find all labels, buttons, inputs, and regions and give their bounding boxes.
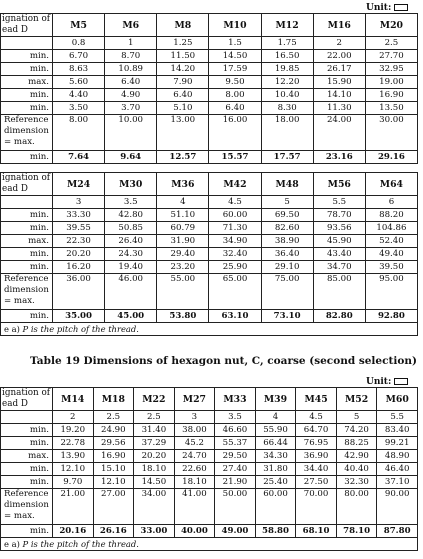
value-cell: 93.56	[313, 222, 365, 235]
reference-line: = max.	[4, 511, 35, 521]
unit-label	[366, 3, 408, 13]
table-body	[1, 14, 418, 164]
designation-line: ignation of	[2, 173, 51, 183]
table-row	[1, 222, 418, 235]
value-cell: 55.00	[157, 274, 209, 310]
value-cell: 9.64	[105, 151, 157, 164]
value-cell: 4	[255, 411, 296, 424]
table-row	[1, 76, 418, 89]
row-label	[1, 37, 53, 50]
value-cell: 50.85	[105, 222, 157, 235]
note-row	[1, 323, 418, 336]
value-cell: 22.60	[174, 463, 215, 476]
value-cell: 49.40	[365, 248, 417, 261]
thread-size-cell: M20	[365, 14, 417, 37]
value-cell: 20.20	[53, 248, 105, 261]
value-cell: 60.79	[157, 222, 209, 235]
value-cell: 1.25	[157, 37, 209, 50]
value-cell: 5.10	[157, 102, 209, 115]
thread-size-cell: M8	[157, 14, 209, 37]
table-row	[1, 89, 418, 102]
table-row	[1, 463, 418, 476]
value-cell: 13.90	[53, 450, 94, 463]
value-cell: 22.78	[53, 437, 94, 450]
value-cell: 20.16	[53, 525, 94, 538]
value-cell: 4.40	[53, 89, 105, 102]
footnote-marker: e a)	[4, 323, 23, 334]
value-cell: 24.00	[313, 115, 365, 151]
value-cell: 2	[313, 37, 365, 50]
value-cell: 6.40	[105, 76, 157, 89]
value-cell: 29.10	[261, 261, 313, 274]
value-cell: 39.55	[53, 222, 105, 235]
value-cell: 5.5	[313, 196, 365, 209]
thread-size-cell: M30	[105, 173, 157, 196]
value-cell: 63.10	[209, 310, 261, 323]
value-cell: 1	[105, 37, 157, 50]
value-cell: 22.30	[53, 235, 105, 248]
thread-size-cell: M14	[53, 388, 94, 411]
row-label: min.	[1, 102, 53, 115]
table-row	[1, 209, 418, 222]
value-cell: 3.70	[105, 102, 157, 115]
header-row	[1, 173, 418, 196]
value-cell: 12.20	[261, 76, 313, 89]
thread-size-cell: M10	[209, 14, 261, 37]
designation-header	[1, 388, 53, 411]
value-cell: 85.00	[313, 274, 365, 310]
value-cell: 7.64	[53, 151, 105, 164]
table-row	[1, 37, 418, 50]
table-row	[1, 437, 418, 450]
value-cell: 3.50	[53, 102, 105, 115]
table-row	[1, 476, 418, 489]
value-cell: 29.56	[93, 437, 134, 450]
value-cell: 10.40	[261, 89, 313, 102]
value-cell: 1.5	[209, 37, 261, 50]
value-cell: 8.00	[53, 115, 105, 151]
value-cell: 55.37	[215, 437, 256, 450]
value-cell: 14.50	[134, 476, 175, 489]
designation-line: ignation of	[2, 388, 51, 398]
value-cell: 29.50	[215, 450, 256, 463]
thread-size-cell: M36	[157, 173, 209, 196]
row-label: min.	[1, 89, 53, 102]
value-cell: 76.95	[296, 437, 337, 450]
value-cell: 5	[261, 196, 313, 209]
value-cell: 16.90	[93, 450, 134, 463]
value-cell: 40.00	[174, 525, 215, 538]
value-cell: 4.5	[296, 411, 337, 424]
row-label: min.	[1, 476, 53, 489]
thread-size-cell: M22	[134, 388, 175, 411]
value-cell: 8.30	[261, 102, 313, 115]
value-cell: 27.00	[93, 489, 134, 525]
thread-size-cell: M6	[105, 14, 157, 37]
value-cell: 2	[53, 411, 94, 424]
reference-dimension-label	[1, 489, 53, 525]
footnote-cell	[1, 323, 418, 336]
row-label: min.	[1, 50, 53, 63]
value-cell: 15.90	[313, 76, 365, 89]
value-cell: 3.5	[105, 196, 157, 209]
value-cell: 80.00	[336, 489, 377, 525]
value-cell: 23.16	[313, 151, 365, 164]
nut-table-third	[0, 387, 418, 551]
value-cell: 82.60	[261, 222, 313, 235]
value-cell: 8.63	[53, 63, 105, 76]
value-cell: 10.89	[105, 63, 157, 76]
value-cell: 14.20	[157, 63, 209, 76]
table-row	[1, 248, 418, 261]
table-row	[1, 489, 418, 525]
value-cell: 4	[157, 196, 209, 209]
value-cell: 53.80	[157, 310, 209, 323]
value-cell: 16.20	[53, 261, 105, 274]
unit-label-2	[366, 377, 408, 387]
row-label	[1, 196, 53, 209]
value-cell: 35.00	[53, 310, 105, 323]
header-row	[1, 388, 418, 411]
table-row	[1, 411, 418, 424]
value-cell: 29.16	[365, 151, 417, 164]
note-row	[1, 538, 418, 551]
value-cell: 24.90	[93, 424, 134, 437]
value-cell: 26.17	[313, 63, 365, 76]
value-cell: 90.00	[377, 489, 418, 525]
value-cell: 18.00	[261, 115, 313, 151]
row-label: min.	[1, 261, 53, 274]
value-cell: 18.10	[174, 476, 215, 489]
value-cell: 69.50	[261, 209, 313, 222]
table-row	[1, 196, 418, 209]
value-cell: 6.70	[53, 50, 105, 63]
value-cell: 2.5	[365, 37, 417, 50]
value-cell: 25.40	[255, 476, 296, 489]
row-label: min.	[1, 63, 53, 76]
value-cell: 60.00	[209, 209, 261, 222]
value-cell: 5.60	[53, 76, 105, 89]
row-label: min.	[1, 463, 53, 476]
reference-dimension-label	[1, 115, 53, 151]
value-cell: 17.59	[209, 63, 261, 76]
value-cell: 52.40	[365, 235, 417, 248]
value-cell: 3	[53, 196, 105, 209]
designation-line: ead D	[2, 184, 28, 194]
value-cell: 34.30	[255, 450, 296, 463]
value-cell: 23.20	[157, 261, 209, 274]
value-cell: 21.00	[53, 489, 94, 525]
table-row	[1, 235, 418, 248]
reference-line: Reference	[4, 489, 49, 499]
thread-size-cell: M52	[336, 388, 377, 411]
value-cell: 83.40	[377, 424, 418, 437]
reference-line: Reference	[4, 274, 49, 284]
value-cell: 5	[336, 411, 377, 424]
value-cell: 34.40	[296, 463, 337, 476]
value-cell: 51.10	[157, 209, 209, 222]
table-body	[1, 173, 418, 336]
row-label: min.	[1, 248, 53, 261]
value-cell: 60.00	[255, 489, 296, 525]
table-row	[1, 424, 418, 437]
thread-size-cell: M60	[377, 388, 418, 411]
value-cell: 12.57	[157, 151, 209, 164]
table-row	[1, 450, 418, 463]
value-cell: 32.40	[209, 248, 261, 261]
value-cell: 11.30	[313, 102, 365, 115]
table-row	[1, 102, 418, 115]
value-cell: 16.90	[365, 89, 417, 102]
value-cell: 58.80	[255, 525, 296, 538]
value-cell: 2.5	[93, 411, 134, 424]
thread-size-cell: M18	[93, 388, 134, 411]
value-cell: 24.70	[174, 450, 215, 463]
reference-line: = max.	[4, 137, 35, 147]
value-cell: 45.2	[174, 437, 215, 450]
value-cell: 19.40	[105, 261, 157, 274]
value-cell: 30.00	[365, 115, 417, 151]
thread-size-cell: M12	[261, 14, 313, 37]
value-cell: 36.40	[261, 248, 313, 261]
value-cell: 70.00	[296, 489, 337, 525]
value-cell: 36.00	[53, 274, 105, 310]
value-cell: 5.5	[377, 411, 418, 424]
unit-text: Unit:	[366, 3, 392, 13]
value-cell: 3	[174, 411, 215, 424]
row-label: min.	[1, 437, 53, 450]
value-cell: 0.8	[53, 37, 105, 50]
row-label: min.	[1, 209, 53, 222]
value-cell: 68.10	[296, 525, 337, 538]
value-cell: 25.90	[209, 261, 261, 274]
value-cell: 48.90	[377, 450, 418, 463]
row-label: min.	[1, 424, 53, 437]
thread-size-cell: M27	[174, 388, 215, 411]
value-cell: 33.00	[134, 525, 175, 538]
value-cell: 92.80	[365, 310, 417, 323]
value-cell: 13.00	[157, 115, 209, 151]
value-cell: 78.70	[313, 209, 365, 222]
value-cell: 6	[365, 196, 417, 209]
header-row	[1, 14, 418, 37]
value-cell: 42.90	[336, 450, 377, 463]
value-cell: 45.90	[313, 235, 365, 248]
value-cell: 74.20	[336, 424, 377, 437]
value-cell: 38.00	[174, 424, 215, 437]
table-row	[1, 115, 418, 151]
value-cell: 95.00	[365, 274, 417, 310]
thread-size-cell: M45	[296, 388, 337, 411]
value-cell: 1.75	[261, 37, 313, 50]
value-cell: 29.40	[157, 248, 209, 261]
designation-line: ead D	[2, 399, 28, 409]
value-cell: 104.86	[365, 222, 417, 235]
value-cell: 40.40	[336, 463, 377, 476]
designation-line: ead D	[2, 25, 28, 35]
value-cell: 50.00	[215, 489, 256, 525]
table-row	[1, 151, 418, 164]
value-cell: 55.90	[255, 424, 296, 437]
value-cell: 39.50	[365, 261, 417, 274]
value-cell: 66.44	[255, 437, 296, 450]
value-cell: 19.00	[365, 76, 417, 89]
value-cell: 19.20	[53, 424, 94, 437]
reference-line: = max.	[4, 296, 35, 306]
value-cell: 45.00	[105, 310, 157, 323]
designation-header	[1, 14, 53, 37]
thread-size-cell: M39	[255, 388, 296, 411]
thread-size-cell: M56	[313, 173, 365, 196]
thread-size-cell: M48	[261, 173, 313, 196]
value-cell: 46.40	[377, 463, 418, 476]
value-cell: 88.25	[336, 437, 377, 450]
value-cell: 65.00	[209, 274, 261, 310]
reference-line: dimension	[4, 285, 49, 295]
value-cell: 18.10	[134, 463, 175, 476]
thread-size-cell: M16	[313, 14, 365, 37]
value-cell: 46.00	[105, 274, 157, 310]
value-cell: 73.10	[261, 310, 313, 323]
value-cell: 31.40	[134, 424, 175, 437]
value-cell: 42.80	[105, 209, 157, 222]
value-cell: 14.10	[313, 89, 365, 102]
value-cell: 31.80	[255, 463, 296, 476]
value-cell: 2.5	[134, 411, 175, 424]
value-cell: 15.57	[209, 151, 261, 164]
designation-header	[1, 173, 53, 196]
value-cell: 43.40	[313, 248, 365, 261]
value-cell: 6.40	[209, 102, 261, 115]
footnote-text: P is the pitch of the thread.	[22, 323, 139, 334]
thread-size-cell: M33	[215, 388, 256, 411]
row-label: max.	[1, 76, 53, 89]
footnote-cell	[1, 538, 418, 551]
nut-table-second	[0, 172, 418, 336]
value-cell: 71.30	[209, 222, 261, 235]
value-cell: 4.90	[105, 89, 157, 102]
reference-dimension-label	[1, 274, 53, 310]
reference-line: dimension	[4, 500, 49, 510]
value-cell: 8.00	[209, 89, 261, 102]
value-cell: 12.10	[93, 476, 134, 489]
footnote-text: P is the pitch of the thread.	[22, 538, 139, 549]
thread-size-cell: M24	[53, 173, 105, 196]
value-cell: 64.70	[296, 424, 337, 437]
value-cell: 33.30	[53, 209, 105, 222]
footnote-marker: e a)	[4, 538, 23, 549]
value-cell: 26.16	[93, 525, 134, 538]
value-cell: 27.70	[365, 50, 417, 63]
value-cell: 10.00	[105, 115, 157, 151]
unit-text: Unit:	[366, 377, 392, 387]
unit-icon	[394, 378, 408, 385]
value-cell: 11.50	[157, 50, 209, 63]
reference-line: Reference	[4, 115, 49, 125]
value-cell: 34.00	[134, 489, 175, 525]
thread-size-cell: M5	[53, 14, 105, 37]
designation-line: ignation of	[2, 14, 51, 24]
value-cell: 38.90	[261, 235, 313, 248]
value-cell: 20.20	[134, 450, 175, 463]
value-cell: 99.21	[377, 437, 418, 450]
value-cell: 19.85	[261, 63, 313, 76]
value-cell: 75.00	[261, 274, 313, 310]
value-cell: 36.90	[296, 450, 337, 463]
value-cell: 9.70	[53, 476, 94, 489]
value-cell: 78.10	[336, 525, 377, 538]
row-label: min.	[1, 525, 53, 538]
row-label: max.	[1, 450, 53, 463]
reference-line: dimension	[4, 126, 49, 136]
row-label: max.	[1, 235, 53, 248]
table-row	[1, 261, 418, 274]
value-cell: 26.40	[105, 235, 157, 248]
value-cell: 27.40	[215, 463, 256, 476]
value-cell: 46.60	[215, 424, 256, 437]
table-row	[1, 525, 418, 538]
value-cell: 17.57	[261, 151, 313, 164]
value-cell: 12.10	[53, 463, 94, 476]
value-cell: 15.10	[93, 463, 134, 476]
value-cell: 3.5	[215, 411, 256, 424]
value-cell: 21.90	[215, 476, 256, 489]
value-cell: 34.90	[209, 235, 261, 248]
value-cell: 87.80	[377, 525, 418, 538]
value-cell: 37.29	[134, 437, 175, 450]
nut-table-first	[0, 13, 418, 164]
table-row	[1, 63, 418, 76]
value-cell: 7.90	[157, 76, 209, 89]
row-label: min.	[1, 222, 53, 235]
table-body	[1, 388, 418, 551]
value-cell: 24.30	[105, 248, 157, 261]
value-cell: 4.5	[209, 196, 261, 209]
row-label	[1, 411, 53, 424]
value-cell: 27.50	[296, 476, 337, 489]
value-cell: 6.40	[157, 89, 209, 102]
value-cell: 32.95	[365, 63, 417, 76]
value-cell: 16.50	[261, 50, 313, 63]
table-row	[1, 310, 418, 323]
thread-size-cell: M42	[209, 173, 261, 196]
value-cell: 82.80	[313, 310, 365, 323]
value-cell: 49.00	[215, 525, 256, 538]
value-cell: 8.70	[105, 50, 157, 63]
value-cell: 16.00	[209, 115, 261, 151]
value-cell: 9.50	[209, 76, 261, 89]
thread-size-cell: M64	[365, 173, 417, 196]
row-label: min.	[1, 310, 53, 323]
value-cell: 31.90	[157, 235, 209, 248]
value-cell: 41.00	[174, 489, 215, 525]
value-cell: 88.20	[365, 209, 417, 222]
value-cell: 34.70	[313, 261, 365, 274]
table-row	[1, 50, 418, 63]
value-cell: 37.10	[377, 476, 418, 489]
value-cell: 14.50	[209, 50, 261, 63]
value-cell: 13.50	[365, 102, 417, 115]
unit-icon	[394, 4, 408, 11]
value-cell: 22.00	[313, 50, 365, 63]
row-label: min.	[1, 151, 53, 164]
value-cell: 32.30	[336, 476, 377, 489]
table-row	[1, 274, 418, 310]
table-caption: Table 19 Dimensions of hexagon nut, C, coarse (second selection)	[30, 355, 417, 367]
